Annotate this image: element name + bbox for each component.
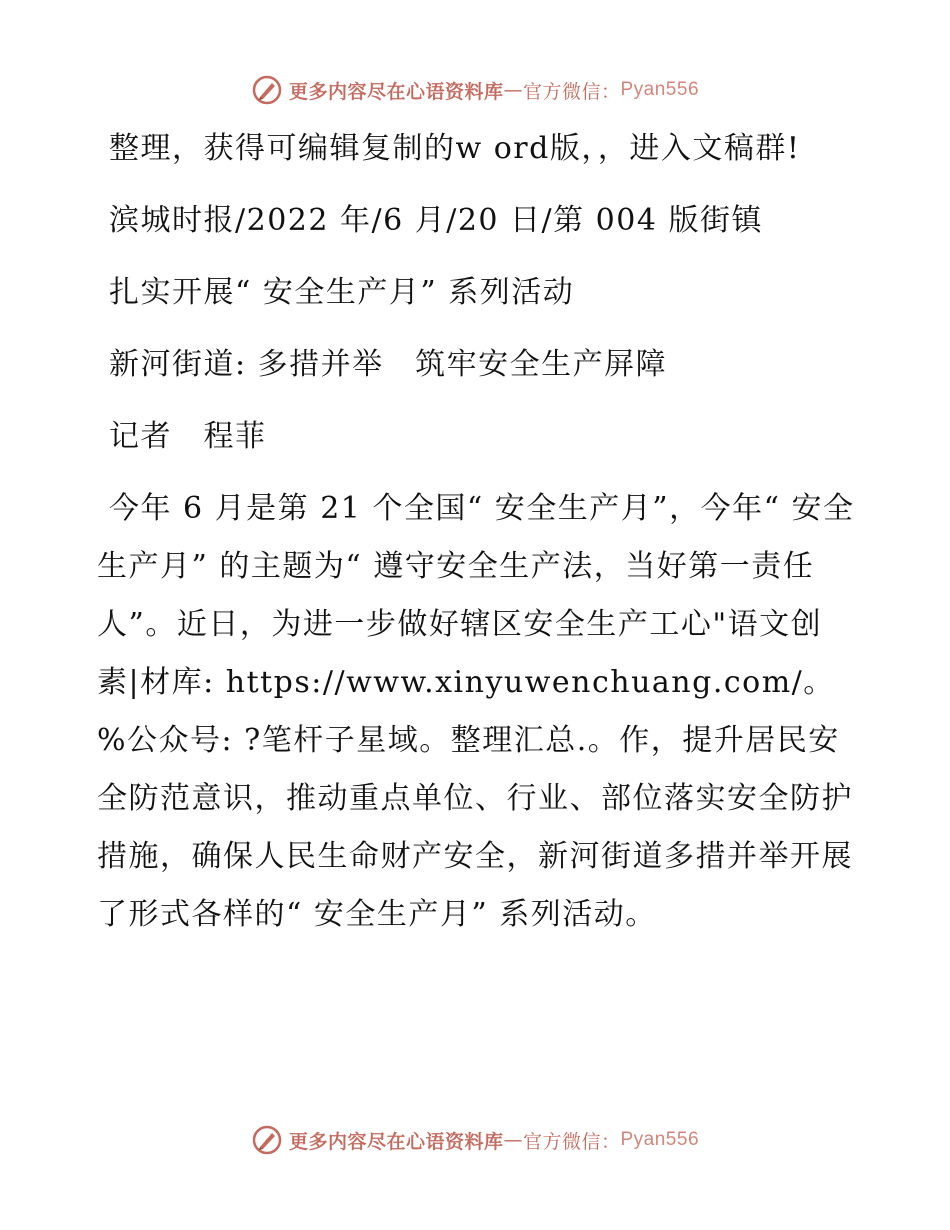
watermark-main-text: 更多内容尽在心语资料库: [288, 1130, 504, 1153]
watermark-sub-text: 官方微信：: [522, 1130, 621, 1153]
document-content: [97, 120, 857, 944]
watermark-separator: —: [503, 1129, 523, 1151]
byline: 记者 程菲: [109, 419, 267, 454]
headline: 新河街道: 多措并举 筑牢安全生产屏障: [109, 347, 668, 382]
top-watermark-banner: [0, 70, 950, 110]
watermark-wechat-id: Pyan556: [620, 79, 700, 100]
intro-paragraph: 整理，获得可编辑复制的w ord版，，进入文稿群!: [109, 131, 801, 166]
watermark-separator: —: [503, 79, 523, 101]
watermark-sub-text: 官方微信：: [522, 80, 621, 103]
watermark-wechat-id: Pyan556: [620, 1129, 700, 1150]
section-title: 扎实开展“ 安全生产月” 系列活动: [109, 275, 575, 310]
pen-logo-icon: [251, 74, 283, 106]
source-line: 滨城时报/2022 年/6 月/20 日/第 004 版街镇: [109, 203, 763, 238]
pen-logo-icon: [251, 1124, 283, 1156]
bottom-watermark-banner: [0, 1120, 950, 1160]
watermark-main-text: 更多内容尽在心语资料库: [288, 80, 504, 103]
body-paragraph: 今年 6 月是第 21 个全国“ 安全生产月”，今年“ 安全生产月” 的主题为“ 遵守安全生产法，当好第一责任人”。近日，为进一步做好辖区安全生产工心"语文创素|材库: https://www.xinyuwenchuang.com/。%公众号: ?笔杆子星域。整理汇总.。作，提升居民安全防范意识，推动重点单位、行业、部位落实安全防护措施，确保人民生命财产安全，新河街道多措并举开展了形式各样的“ 安全生产月” 系列活动。: [97, 491, 855, 932]
